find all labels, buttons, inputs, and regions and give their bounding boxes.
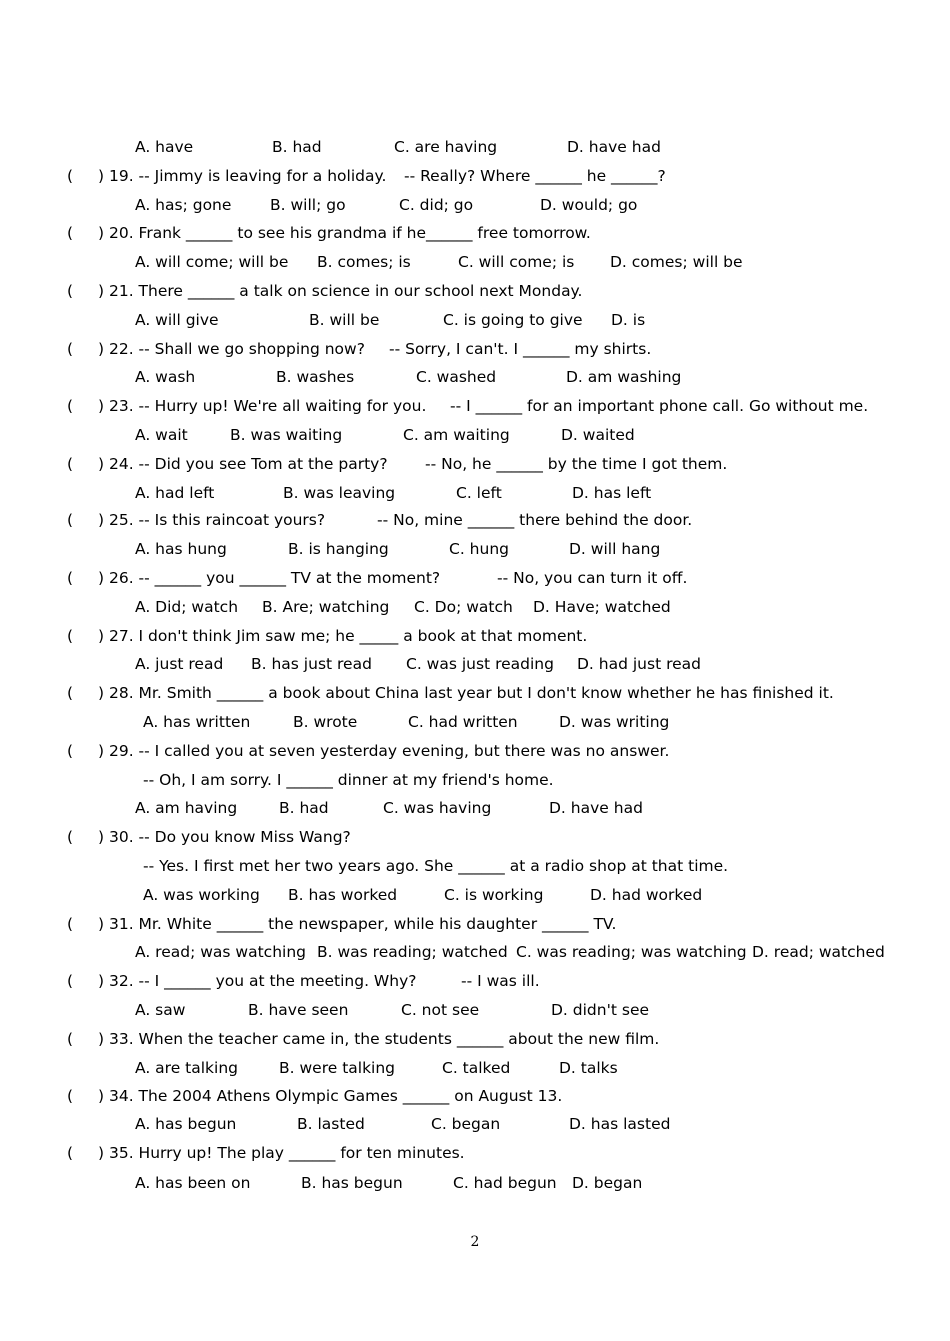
option-d: D. talks xyxy=(559,1059,618,1077)
option-d: D. read; watched xyxy=(752,943,885,961)
question-reply: -- No, you can turn it off. xyxy=(497,569,688,587)
answer-paren: ( xyxy=(67,1144,74,1162)
option-d: D. had just read xyxy=(577,655,701,673)
question-reply: -- I ______ for an important phone call. Go without me. xyxy=(450,397,869,415)
option-b: B. was leaving xyxy=(283,484,396,502)
question-stem: ) 28. Mr. Smith ______ a book about China last year but I don't know whether he has finished it. xyxy=(98,684,834,702)
question-reply: -- No, he ______ by the time I got them. xyxy=(425,455,728,473)
option-d: D. was writing xyxy=(559,713,670,731)
option-b: B. have seen xyxy=(248,1001,349,1019)
option-d: D. Have; watched xyxy=(533,598,671,616)
option-d: D. would; go xyxy=(540,196,638,214)
option-b: B. comes; is xyxy=(317,253,411,271)
option-c: C. had written xyxy=(408,713,518,731)
question-stem: ) 20. Frank ______ to see his grandma if he______ free tomorrow. xyxy=(98,224,591,242)
option-c: C. began xyxy=(431,1115,501,1133)
option-c: C. are having xyxy=(394,138,498,156)
option-a: A. will come; will be xyxy=(135,253,289,271)
option-d: D. began xyxy=(572,1174,643,1192)
option-a: A. are talking xyxy=(135,1059,239,1077)
answer-paren: ( xyxy=(67,569,74,587)
question-stem: ) 27. I don't think Jim saw me; he _____ a book at that moment. xyxy=(98,627,588,645)
question-stem: ) 19. -- Jimmy is leaving for a holiday. xyxy=(98,167,387,185)
answer-paren: ( xyxy=(67,224,74,242)
option-b: B. has worked xyxy=(288,886,398,904)
question-reply: -- Sorry, I can't. I ______ my shirts. xyxy=(389,340,652,358)
question-stem: ) 29. -- I called you at seven yesterday evening, but there was no answer. xyxy=(98,742,670,760)
answer-paren: ( xyxy=(67,684,74,702)
option-c: C. is going to give xyxy=(443,311,583,329)
option-c: C. will come; is xyxy=(458,253,575,271)
option-c: C. had begun xyxy=(453,1174,557,1192)
answer-paren: ( xyxy=(67,1030,74,1048)
option-b: B. had xyxy=(279,799,329,817)
option-a: A. saw xyxy=(135,1001,186,1019)
question-stem: ) 31. Mr. White ______ the newspaper, while his daughter ______ TV. xyxy=(98,915,617,933)
answer-paren: ( xyxy=(67,915,74,933)
question-stem: ) 21. There ______ a talk on science in our school next Monday. xyxy=(98,282,583,300)
option-a: A. has written xyxy=(143,713,251,731)
option-d: D. have had xyxy=(567,138,661,156)
option-c: C. hung xyxy=(449,540,509,558)
option-c: C. is working xyxy=(444,886,544,904)
option-c: C. Do; watch xyxy=(414,598,513,616)
option-c: C. did; go xyxy=(399,196,474,214)
answer-paren: ( xyxy=(67,627,74,645)
option-d: D. comes; will be xyxy=(610,253,743,271)
option-a: A. have xyxy=(135,138,194,156)
answer-paren: ( xyxy=(67,340,74,358)
option-a: A. had left xyxy=(135,484,215,502)
option-a: A. has begun xyxy=(135,1115,237,1133)
answer-paren: ( xyxy=(67,972,74,990)
question-stem: ) 32. -- I ______ you at the meeting. Why? xyxy=(98,972,417,990)
question-stem: ) 30. -- Do you know Miss Wang? xyxy=(98,828,351,846)
option-d: D. have had xyxy=(549,799,643,817)
option-b: B. was reading; watched xyxy=(317,943,508,961)
question-stem: ) 22. -- Shall we go shopping now? xyxy=(98,340,365,358)
answer-paren: ( xyxy=(67,511,74,529)
option-a: A. was working xyxy=(143,886,260,904)
answer-paren: ( xyxy=(67,1087,74,1105)
answer-paren: ( xyxy=(67,742,74,760)
option-a: A. read; was watching xyxy=(135,943,306,961)
option-b: B. will be xyxy=(309,311,380,329)
option-b: B. Are; watching xyxy=(262,598,390,616)
option-a: A. will give xyxy=(135,311,219,329)
option-a: A. has hung xyxy=(135,540,227,558)
option-a: A. Did; watch xyxy=(135,598,239,616)
question-stem: ) 24. -- Did you see Tom at the party? xyxy=(98,455,388,473)
option-a: A. wash xyxy=(135,368,196,386)
answer-paren: ( xyxy=(67,282,74,300)
option-a: A. has been on xyxy=(135,1174,251,1192)
option-b: B. had xyxy=(272,138,322,156)
option-d: D. has left xyxy=(572,484,652,502)
continuation-text: -- Yes. I first met her two years ago. She ______ at a radio shop at that time. xyxy=(143,857,729,875)
option-b: B. has begun xyxy=(301,1174,403,1192)
option-c: C. talked xyxy=(442,1059,511,1077)
option-b: B. was waiting xyxy=(230,426,343,444)
option-d: D. has lasted xyxy=(569,1115,671,1133)
option-b: B. will; go xyxy=(270,196,346,214)
answer-paren: ( xyxy=(67,455,74,473)
option-c: C. was having xyxy=(383,799,492,817)
option-d: D. didn't see xyxy=(551,1001,650,1019)
option-b: B. has just read xyxy=(251,655,372,673)
option-c: C. was just reading xyxy=(406,655,554,673)
answer-paren: ( xyxy=(67,828,74,846)
option-d: D. is xyxy=(611,311,646,329)
question-stem: ) 33. When the teacher came in, the students ______ about the new film. xyxy=(98,1030,660,1048)
option-c: C. was reading; was watching xyxy=(516,943,747,961)
option-a: A. am having xyxy=(135,799,238,817)
options-line xyxy=(0,136,661,158)
question-stem: ) 34. The 2004 Athens Olympic Games ______ on August 13. xyxy=(98,1087,563,1105)
option-c: C. am waiting xyxy=(403,426,510,444)
option-b: B. washes xyxy=(276,368,355,386)
option-b: B. lasted xyxy=(297,1115,365,1133)
option-b: B. wrote xyxy=(293,713,358,731)
option-b: B. is hanging xyxy=(288,540,389,558)
page-number: 2 xyxy=(470,1234,480,1250)
question-stem: ) 23. -- Hurry up! We're all waiting for you. xyxy=(98,397,427,415)
option-a: A. wait xyxy=(135,426,188,444)
option-c: C. not see xyxy=(401,1001,480,1019)
option-c: C. washed xyxy=(416,368,497,386)
continuation-text: -- Oh, I am sorry. I ______ dinner at my friend's home. xyxy=(143,771,554,789)
question-reply: -- No, mine ______ there behind the door. xyxy=(377,511,693,529)
option-d: D. am washing xyxy=(566,368,682,386)
question-stem: ) 25. -- Is this raincoat yours? xyxy=(98,511,326,529)
option-c: C. left xyxy=(456,484,502,502)
option-d: D. had worked xyxy=(590,886,703,904)
question-stem: ) 35. Hurry up! The play ______ for ten minutes. xyxy=(98,1144,465,1162)
option-a: A. just read xyxy=(135,655,224,673)
question-reply: -- I was ill. xyxy=(461,972,540,990)
option-d: D. will hang xyxy=(569,540,661,558)
option-a: A. has; gone xyxy=(135,196,232,214)
answer-paren: ( xyxy=(67,397,74,415)
answer-paren: ( xyxy=(67,167,74,185)
question-reply: -- Really? Where ______ he ______? xyxy=(404,167,666,185)
option-d: D. waited xyxy=(561,426,635,444)
option-b: B. were talking xyxy=(279,1059,396,1077)
question-stem: ) 26. -- ______ you ______ TV at the moment? xyxy=(98,569,441,587)
